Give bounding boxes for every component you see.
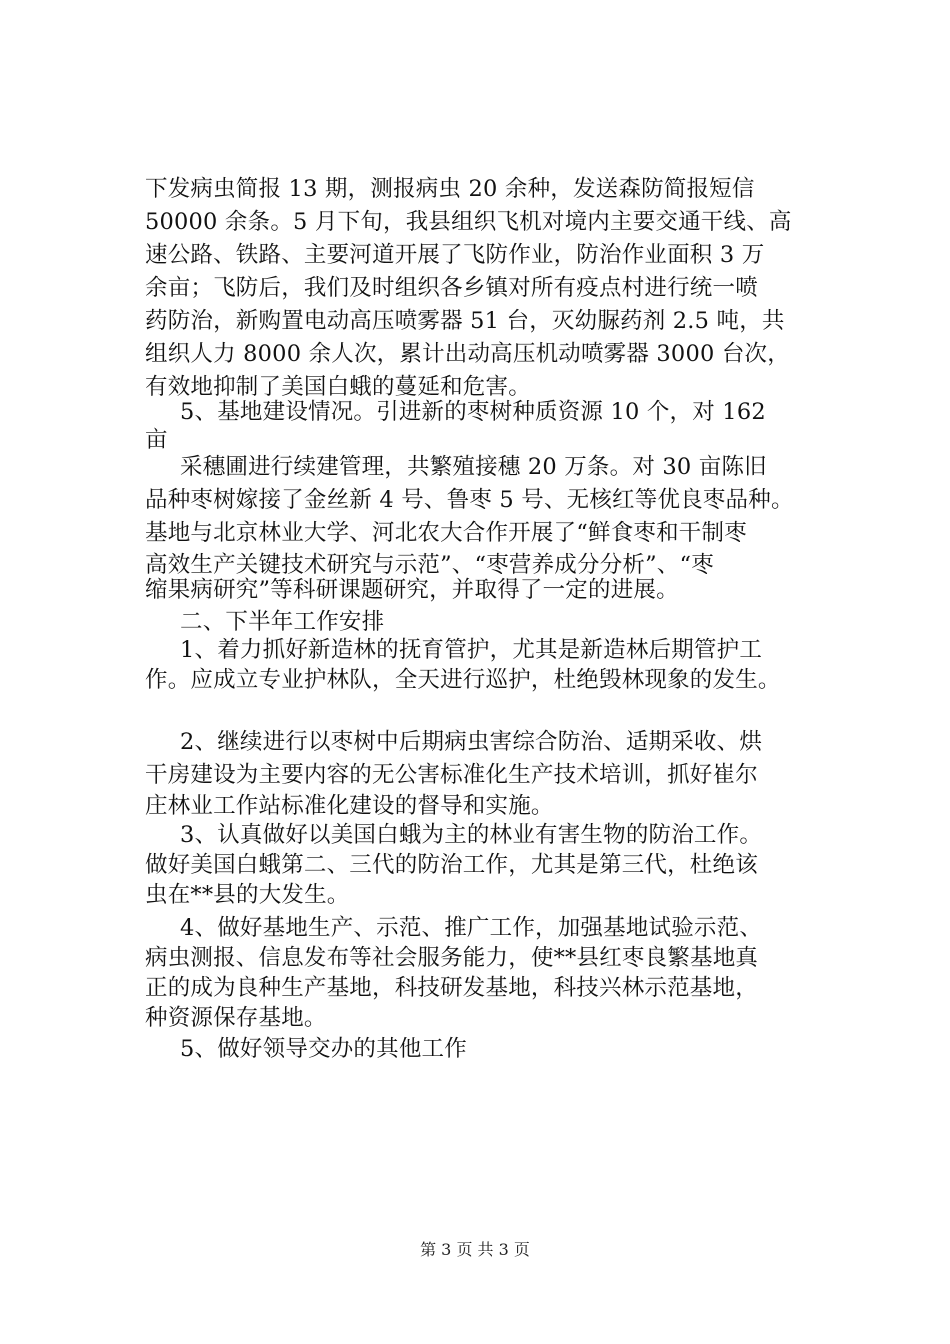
- text-line: 亩: [145, 427, 168, 453]
- text-line: 做好美国白蛾第二、三代的防治工作，尤其是第三代，杜绝该: [145, 852, 758, 878]
- paragraph-first-line: 5、基地建设情况。引进新的枣树种质资源 10 个，对 162: [180, 399, 766, 425]
- text-line: 虫在**县的大发生。: [145, 882, 350, 908]
- text-line: 庄林业工作站标准化建设的督导和实施。: [145, 793, 554, 819]
- paragraph-first-line: 采穗圃进行续建管理，共繁殖接穗 20 万条。对 30 亩陈旧: [180, 454, 767, 480]
- text-line: 作。应成立专业护林队，全天进行巡护，杜绝毁林现象的发生。: [145, 667, 781, 693]
- text-line: 有效地抑制了美国白蛾的蔓延和危害。: [145, 374, 531, 400]
- paragraph-first-line: 5、做好领导交办的其他工作: [180, 1036, 467, 1062]
- paragraph-first-line: 1、着力抓好新造林的抚育管护，尤其是新造林后期管护工: [180, 637, 763, 663]
- text-line: 正的成为良种生产基地，科技研发基地，科技兴林示范基地，: [145, 975, 758, 1001]
- text-line: 组织人力 8000 余人次，累计出动高压机动喷雾器 3000 台次，: [145, 341, 790, 367]
- section-heading: 二、下半年工作安排: [180, 609, 385, 635]
- page-footer: 第 3 页 共 3 页: [420, 1240, 530, 1259]
- paragraph-first-line: 2、继续进行以枣树中后期病虫害综合防治、适期采收、烘: [180, 729, 763, 755]
- text-line: 基地与北京林业大学、河北农大合作开展了“鲜食枣和干制枣: [145, 520, 747, 546]
- text-line: 50000 余条。5 月下旬，我县组织飞机对境内主要交通干线、高: [145, 209, 792, 235]
- text-line: 病虫测报、信息发布等社会服务能力，使**县红枣良繁基地真: [145, 945, 759, 971]
- text-line: 品种枣树嫁接了金丝新 4 号、鲁枣 5 号、无核红等优良枣品种。: [145, 487, 794, 513]
- text-line: 缩果病研究”等科研课题研究，并取得了一定的进展。: [145, 577, 679, 603]
- text-line: 下发病虫简报 13 期，测报病虫 20 余种，发送森防简报短信: [145, 176, 755, 202]
- paragraph-first-line: 4、做好基地生产、示范、推广工作，加强基地试验示范、: [180, 915, 763, 941]
- text-line: 高效生产关键技术研究与示范”、“枣营养成分分析”、“枣: [145, 552, 714, 578]
- text-line: 种资源保存基地。: [145, 1005, 327, 1031]
- text-line: 速公路、铁路、主要河道开展了飞防作业，防治作业面积 3 万: [145, 242, 765, 268]
- text-line: 余亩；飞防后，我们及时组织各乡镇对所有疫点村进行统一喷: [145, 275, 758, 301]
- paragraph-first-line: 3、认真做好以美国白蛾为主的林业有害生物的防治工作。: [180, 822, 763, 848]
- text-line: 干房建设为主要内容的无公害标准化生产技术培训，抓好崔尔: [145, 762, 758, 788]
- text-line: 药防治，新购置电动高压喷雾器 51 台，灭幼脲药剂 2.5 吨，共: [145, 308, 785, 334]
